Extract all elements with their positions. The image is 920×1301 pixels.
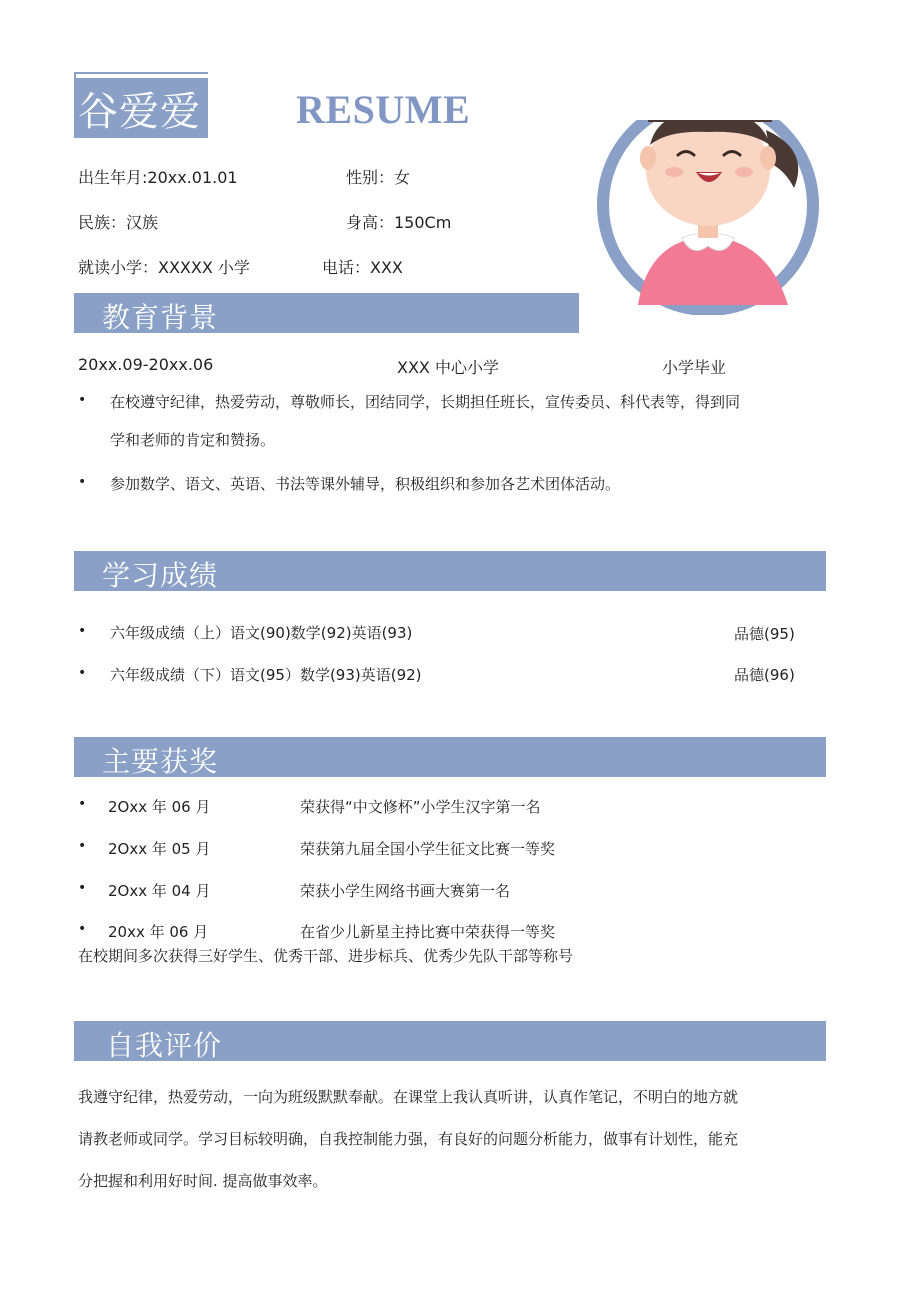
award-date: 2Oxx 年 04 月	[108, 882, 211, 900]
bullet-dot: •	[78, 392, 87, 408]
awards-note: 在校期间多次获得三好学生、优秀干部、进步标兵、优秀少先队干部等称号	[78, 947, 574, 965]
bullet-dot: •	[78, 880, 87, 896]
bullet-dot: •	[78, 838, 87, 854]
school-name: 就读小学：XXXXX 小学	[78, 258, 250, 277]
bullet-dot: •	[78, 921, 87, 937]
phone: 电话：XXX	[322, 258, 403, 277]
grades-row-2: 六年级成绩（下）语文(95）数学(93)英语(92)	[110, 666, 422, 684]
section-awards-title: 主要获奖	[102, 745, 219, 778]
section-education	[74, 293, 579, 333]
grades-row-1-moral: 品德(95)	[734, 625, 795, 643]
resume-title: RESUME	[296, 87, 471, 132]
grades-row-2-moral: 品德(96)	[734, 666, 795, 684]
bullet-dot: •	[78, 474, 87, 490]
award-date: 2Oxx 年 05 月	[108, 840, 211, 858]
gender: 性别：女	[346, 168, 411, 187]
self-eval-line: 我遵守纪律，热爱劳动，一向为班级默默奉献。在课堂上我认真听讲，认真作笔记，不明白的地方就	[78, 1088, 739, 1106]
award-desc: 荣获第九届全国小学生征文比赛一等奖	[300, 840, 556, 858]
section-awards	[74, 737, 826, 777]
grades-row-1: 六年级成绩（上）语文(90)数学(92)英语(93)	[110, 624, 413, 642]
section-self-eval-title: 自我评价	[106, 1029, 223, 1062]
candidate-name: 谷爱爱	[78, 89, 201, 135]
education-bullet-1: 在校遵守纪律，热爱劳动，尊敬师长，团结同学，长期担任班长，宣传委员、科代表等，得到同	[110, 393, 741, 411]
bullet-dot: •	[78, 665, 87, 681]
ethnicity: 民族：汉族	[78, 213, 159, 232]
award-desc: 荣获小学生网络书画大赛第一名	[300, 882, 511, 900]
avatar	[588, 120, 828, 315]
height: 身高：150Cm	[346, 213, 452, 232]
education-bullet-2: 参加数学、语文、英语、书法等课外辅导，积极组织和参加各艺术团体活动。	[110, 475, 621, 493]
award-desc: 在省少儿新星主持比赛中荣获得一等奖	[300, 923, 556, 941]
section-education-title: 教育背景	[102, 301, 219, 334]
bullet-dot: •	[78, 796, 87, 812]
self-eval-line: 请教老师或同学。学习目标较明确，自我控制能力强，有良好的问题分析能力，做事有计划性，能充	[78, 1130, 739, 1148]
birth-date: 出生年月:20xx.01.01	[78, 168, 238, 187]
self-eval-line: 分把握和利用好时间. 提高做事效率。	[78, 1172, 328, 1190]
education-status: 小学毕业	[662, 358, 727, 377]
section-grades-title: 学习成绩	[102, 559, 219, 592]
girl-avatar-icon	[588, 120, 828, 315]
education-bullet-1-cont: 学和老师的肯定和赞扬。	[110, 431, 276, 449]
education-school: XXX 中心小学	[397, 358, 499, 377]
award-date: 20xx 年 06 月	[108, 923, 209, 941]
education-period: 20xx.09-20xx.06	[78, 355, 214, 374]
bullet-dot: •	[78, 623, 87, 639]
award-date: 2Oxx 年 06 月	[108, 798, 211, 816]
section-self-eval	[74, 1021, 826, 1061]
award-desc: 荣获得“中文修杯”小学生汉字第一名	[300, 798, 541, 816]
section-grades	[74, 551, 826, 591]
